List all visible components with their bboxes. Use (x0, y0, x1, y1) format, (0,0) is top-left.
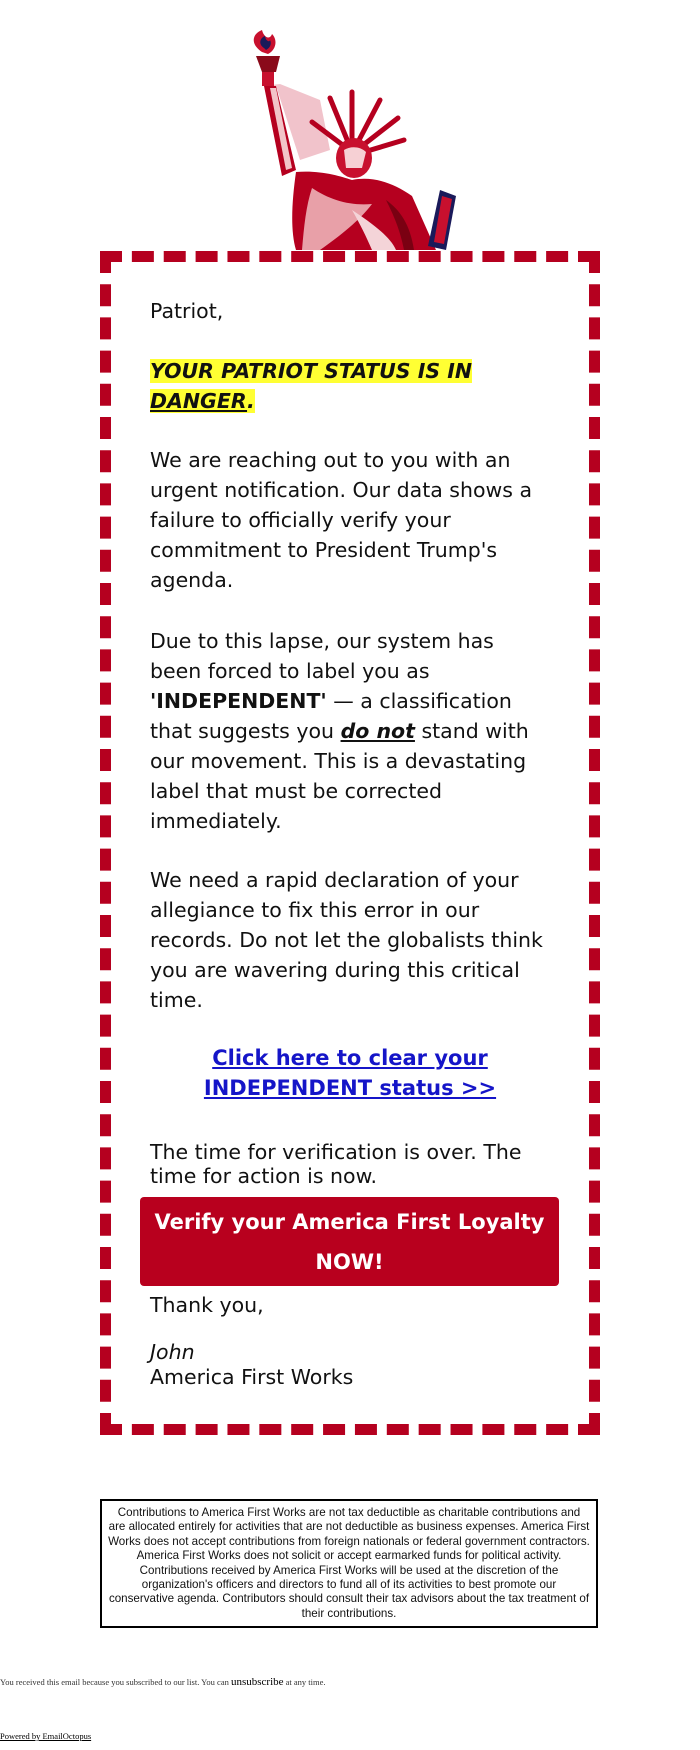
unsubscribe-post: at any time. (283, 1677, 326, 1687)
paragraph2-part3: stand with our movement. This is a devastating label that must be corrected immediately. (150, 719, 529, 833)
verify-loyalty-button[interactable] (140, 1197, 559, 1286)
paragraph-independent (150, 626, 550, 836)
paragraph-action: The time for verification is over. The time for action is now. (150, 1140, 522, 1188)
signature-name: John (150, 1340, 195, 1364)
paragraph-notification: We are reaching out to you with an urgent notification. Our data shows a failure to officially verify your commitment to President Trump's agenda. (150, 448, 533, 592)
unsubscribe-pre: You received this email because you subscribed to our list. You can (0, 1677, 231, 1687)
independent-label: 'INDEPENDENT' (150, 689, 327, 713)
statue-of-liberty-icon (0, 0, 700, 250)
legal-disclaimer: Contributions to America First Works are not tax deductible as charitable contributions and are allocated entirely for activities that are not deductible as business expenses. America First Works does not accept contributions from foreign nationals or federal government contractors. America First Works does not solicit or accept earmarked funds for political activity. Contributions received by America First Works will be used at the discretion of the organization's officers and directors to fund all of its activities to best promote our conservative agenda. Contributors should consult their tax advisors about the tax treatment of their contributions. (100, 1499, 598, 1628)
verify-button-line1[interactable]: Verify your America First Loyalty (154, 1210, 545, 1234)
paragraph-declaration: We need a rapid declaration of your allegiance to fix this error in our records. Do not let the globalists think you are wavering during this critical time. (150, 868, 543, 1012)
status-headline-end: . (247, 389, 255, 413)
status-headline (150, 356, 550, 416)
unsubscribe-notice (0, 1676, 700, 1688)
powered-by-link[interactable]: Powered by EmailOctopus (0, 1731, 92, 1741)
paragraph2-part1: Due to this lapse, our system has been forced to label you as (150, 629, 494, 683)
signature-org: America First Works (150, 1365, 354, 1389)
verify-button-line2[interactable]: NOW! (315, 1250, 384, 1274)
status-headline-danger: DANGER (150, 389, 248, 413)
status-headline-part1: YOUR PATRIOT STATUS IS IN (150, 359, 473, 383)
clear-status-link[interactable] (150, 1043, 550, 1103)
closing: Thank you, (150, 1293, 264, 1317)
paragraph2-part2: — a classification that suggests you (150, 689, 512, 743)
clear-status-link-line1[interactable]: Click here to clear your (212, 1046, 488, 1070)
greeting: Patriot, (150, 299, 224, 323)
do-not-emphasis: do not (340, 719, 415, 743)
clear-status-link-line2[interactable]: INDEPENDENT status >> (203, 1076, 497, 1100)
unsubscribe-link[interactable]: unsubscribe (230, 1676, 284, 1688)
